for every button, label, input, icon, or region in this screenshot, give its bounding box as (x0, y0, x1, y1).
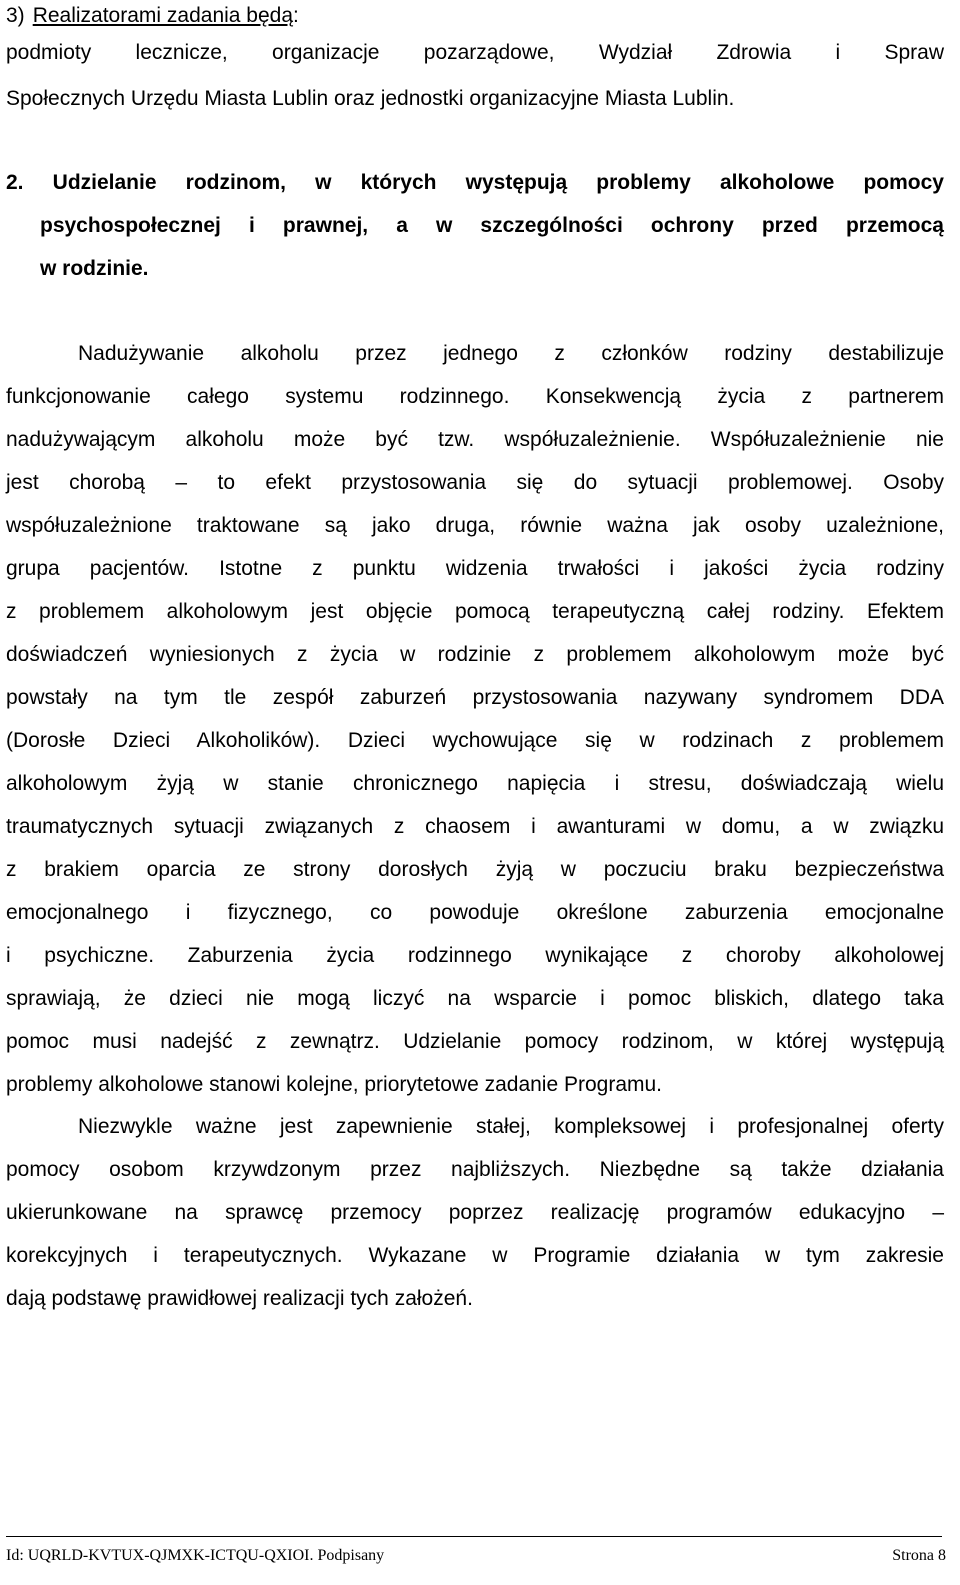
footer-page-number: Strona 8 (892, 1547, 946, 1564)
section-2-heading-line: psychospołecznej i prawnej, a w szczególności ochrony przed przemocą (40, 214, 944, 237)
paragraph1-line: jest chorobą – to efekt przystosowania się do sytuacji problemowej. Osoby (6, 471, 944, 494)
paragraph1-line: pomoc musi nadejść z zewnątrz. Udzielanie pomocy rodzinom, w której występują (6, 1030, 944, 1053)
section-3-label: Realizatorami zadania będą (32, 4, 294, 27)
paragraph1-line: traumatycznych sytuacji związanych z chaosem i awanturami w domu, a w związku (6, 815, 944, 838)
paragraph1-line: funkcjonowanie całego systemu rodzinnego. Konsekwencją życia z partnerem (6, 385, 944, 408)
section-3-heading (6, 5, 299, 26)
section-3-number: 3) (6, 4, 25, 27)
paragraph1-line: współuzależnione traktowane są jako druga, równie ważna jak osoby uzależnione, (6, 514, 944, 537)
section-3-line: podmioty lecznicze, organizacje pozarządowe, Wydział Zdrowia i Spraw (6, 41, 944, 64)
paragraph1-line: problemy alkoholowe stanowi kolejne, priorytetowe zadanie Programu. (6, 1073, 663, 1096)
paragraph1-line: powstały na tym tle zespół zaburzeń przystosowania nazywany syndromem DDA (6, 686, 944, 709)
paragraph1-line: grupa pacjentów. Istotne z punktu widzenia trwałości i jakości życia rodziny (6, 557, 944, 580)
paragraph1-line: z brakiem oparcia ze strony dorosłych żyją w poczuciu braku bezpieczeństwa (6, 858, 944, 881)
paragraph1-line: i psychiczne. Zaburzenia życia rodzinnego wynikające z choroby alkoholowej (6, 944, 944, 967)
paragraph2-line: korekcyjnych i terapeutycznych. Wykazane w Programie działania w tym zakresie (6, 1244, 944, 1267)
paragraph2-line: dają podstawę prawidłowej realizacji tych założeń. (6, 1287, 473, 1310)
paragraph1-line: z problemem alkoholowym jest objęcie pomocą terapeutyczną całej rodziny. Efektem (6, 600, 944, 623)
paragraph1-line: sprawiają, że dzieci nie mogą liczyć na wsparcie i pomoc bliskich, dlatego taka (6, 987, 944, 1010)
footer-divider (6, 1536, 942, 1537)
section-2-heading-line: 2. Udzielanie rodzinom, w których występują problemy alkoholowe pomocy (6, 171, 944, 194)
paragraph1-line: emocjonalnego i fizycznego, co powoduje określone zaburzenia emocjonalne (6, 901, 944, 924)
paragraph1-line: doświadczeń wyniesionych z życia w rodzinie z problemem alkoholowym może być (6, 643, 944, 666)
paragraph2-line: Niezwykle ważne jest zapewnienie stałej, kompleksowej i profesjonalnej oferty (78, 1115, 944, 1138)
paragraph1-line: alkoholowym żyją w stanie chronicznego napięcia i stresu, doświadczają wielu (6, 772, 944, 795)
section-3-colon: : (293, 4, 299, 27)
section-2-heading-line: w rodzinie. (40, 257, 149, 280)
section-3-line: Społecznych Urzędu Miasta Lublin oraz jednostki organizacyjne Miasta Lublin. (6, 87, 735, 110)
paragraph1-line: Nadużywanie alkoholu przez jednego z członków rodziny destabilizuje (78, 342, 944, 365)
paragraph2-line: pomocy osobom krzywdzonym przez najbliższych. Niezbędne są także działania (6, 1158, 944, 1181)
footer-document-id: Id: UQRLD-KVTUX-QJMXK-ICTQU-QXIOI. Podpisany (6, 1547, 385, 1564)
paragraph2-line: ukierunkowane na sprawcę przemocy poprzez realizację programów edukacyjno – (6, 1201, 944, 1224)
paragraph1-line: nadużywającym alkoholu może być tzw. współuzależnienie. Współuzależnienie nie (6, 428, 944, 451)
paragraph1-line: (Dorosłe Dzieci Alkoholików). Dzieci wychowujące się w rodzinach z problemem (6, 729, 944, 752)
